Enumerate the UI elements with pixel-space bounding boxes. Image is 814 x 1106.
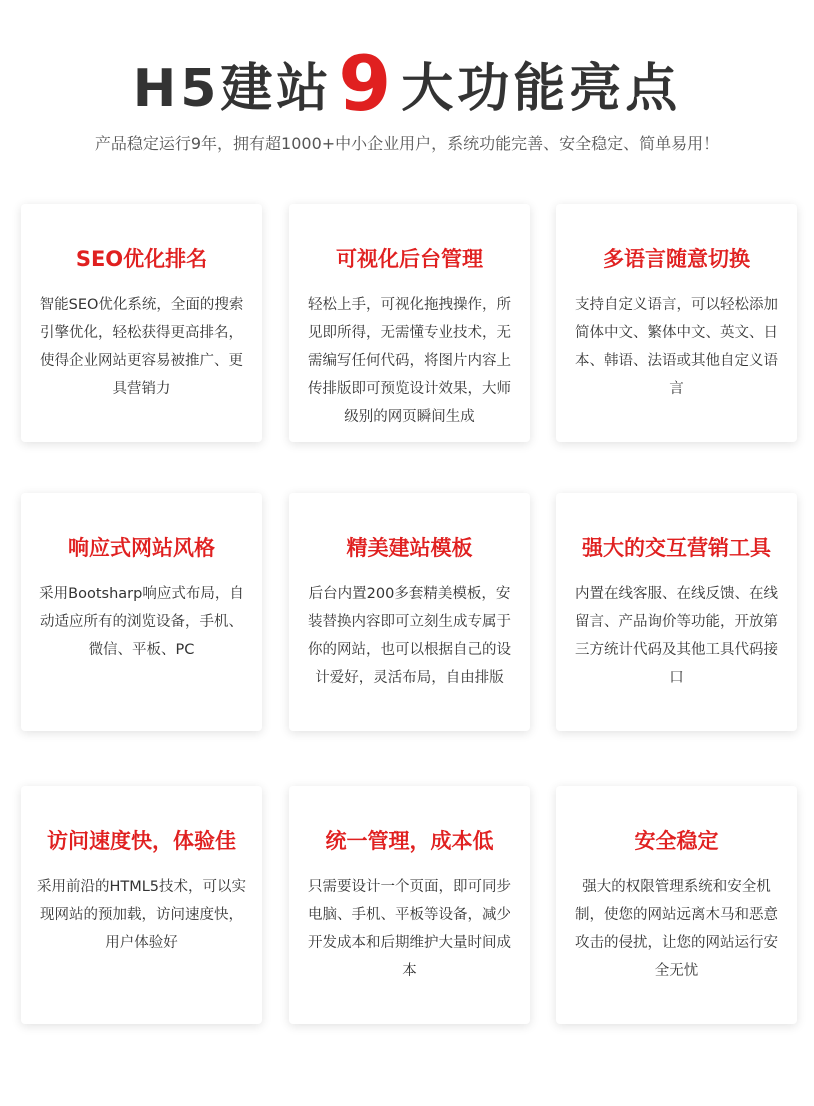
feature-card-description: 智能SEO优化系统，全面的搜索引擎优化，轻松获得更高排名，使得企业网站更容易被推广、更具营销力 [39, 297, 244, 397]
feature-card-title: 安全稳定 [634, 829, 719, 853]
feature-card-responsive [21, 493, 262, 731]
feature-card-templates [289, 493, 530, 731]
title-prefix: H5建站 [132, 59, 333, 119]
feature-card-description: 强大的权限管理系统和安全机制，使您的网站远离木马和恶意攻击的侵扰，让您的网站运行安全无忧 [575, 879, 778, 979]
feature-card-description: 轻松上手，可视化拖拽操作，所见即所得，无需懂专业技术，无需编写任何代码，将图片内容上传排版即可预览设计效果，大师级别的网页瞬间生成 [308, 297, 511, 425]
feature-card-description: 采用前沿的HTML5技术，可以实现网站的预加载，访问速度快，用户体验好 [36, 879, 247, 951]
page-title [0, 39, 814, 128]
feature-card-description: 内置在线客服、在线反馈、在线留言、产品询价等功能，开放第三方统计代码及其他工具代码接口 [575, 586, 778, 686]
title-number: 9 [338, 39, 396, 128]
page-header [0, 0, 814, 180]
feature-card-title: 可视化后台管理 [336, 247, 483, 271]
feature-card-title: 强大的交互营销工具 [582, 536, 771, 560]
feature-card-description: 后台内置200多套精美模板，安装替换内容即可立刻生成专属于你的网站，也可以根据自己的设计爱好，灵活布局，自由排版 [308, 586, 511, 686]
feature-card-description: 只需要设计一个页面，即可同步电脑、手机、平板等设备，减少开发成本和后期维护大量时间成本 [308, 879, 511, 979]
feature-card-seo [21, 204, 262, 442]
feature-card-security [556, 786, 797, 1024]
page-subtitle: 产品稳定运行9年，拥有超1000+中小企业用户，系统功能完善、安全稳定、简单易用！ [94, 134, 720, 153]
feature-card-title: 访问速度快，体验佳 [47, 829, 236, 853]
feature-card-marketing-tools [556, 493, 797, 731]
title-suffix: 大功能亮点 [401, 59, 682, 119]
feature-card-title: 多语言随意切换 [603, 247, 750, 271]
feature-card-multilanguage [556, 204, 797, 442]
feature-card-visual-admin [289, 204, 530, 442]
feature-card-speed [21, 786, 262, 1024]
feature-card-description: 采用Bootsharp响应式布局，自动适应所有的浏览设备，手机、微信、平板、PC [39, 586, 244, 658]
feature-card-title: SEO优化排名 [75, 247, 208, 271]
feature-card-unified-management [289, 786, 530, 1024]
feature-card-title: 精美建站模板 [346, 536, 473, 560]
feature-card-title: 响应式网站风格 [68, 536, 215, 560]
feature-card-title: 统一管理，成本低 [325, 829, 494, 853]
feature-card-description: 支持自定义语言，可以轻松添加简体中文、繁体中文、英文、日本、韩语、法语或其他自定义语言 [575, 297, 778, 397]
